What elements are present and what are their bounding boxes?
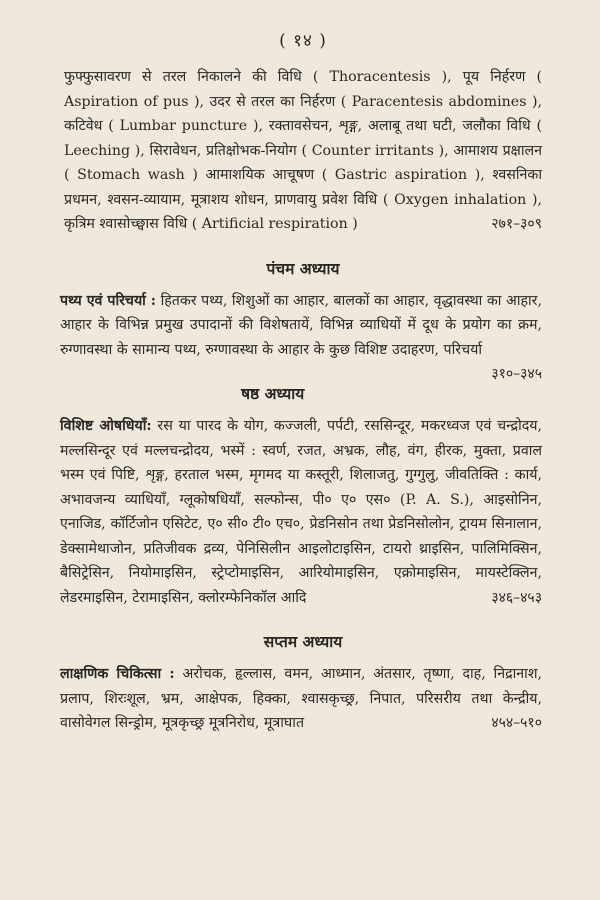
procedures-paragraph — [64, 65, 542, 237]
chapter-5-title: पंचम अध्याय — [266, 258, 340, 278]
chapter-5-entry — [60, 289, 542, 382]
chapter-5-lead: पथ्य एवं परिचर्या : — [60, 292, 157, 309]
chapter-5-range: ३१०–३४५ — [491, 366, 542, 382]
chapter-6-title: षष्ठ अध्याय — [241, 384, 305, 403]
chapter-6-entry — [60, 414, 542, 610]
chapter-5-text: हितकर पथ्य, शिशुओं का आहार, बालकों का आहार, वृद्धावस्था का आहार, आहार के विभिन्न प्रमुख उपादानों की विशेषतायें, विभिन्न व्याधियों में दूध के प्रयोग का क्रम, रुग्णावस्था के सामान्य पथ्य, रुग्णावस्था के आहार के कुछ विशिष्ट उदाहरण, परिचर्या — [60, 292, 542, 358]
chapter-7-title: सप्तम अध्याय — [263, 632, 343, 651]
chapter-6-range: ३४६–४५३ — [491, 589, 542, 606]
chapter-6-text: रस या पारद के योग, कज्जली, पर्पटी, रससिन्दूर, मकरध्वज एवं चन्द्रोदय, मल्लसिन्दूर एवं मल्लचन्द्रोदय, भस्में : स्वर्ण, रजत, अभ्रक, लौह, वंग, हीरक, मुक्ता, प्रवाल भस्म एवं पिष्टि, शृङ्ग, हरताल भस्म, मृगमद या कस्तूरी, शिलाजतु, गुग्गुलु, जीवतिक्ति : कार्य, अभावजन्य व्याधियाँ, ग्लूकोषधियाँ, सल्फोन्स, पी० ए० एस० (P. A. S.), आइसोनिन, एनाजिड, कॉर्टिजोन एसिटेट, ए० सी० टी० एच०, प्रेडनिसोन तथा प्रेडनिसोलोन, ट्रायम सिनालान, डेक्सामेथाजोन, प्रतिजीवक द्रव्य, पेनिसिलीन आइलोटाइसिन, टायरो थ्राइसिन, पालिमिक्सिन, बैसिट्रेसिन, नियोमाइसिन, स्ट्रेप्टोमाइसिन, आरियोमाइसिन, एक्रोमाइसिन, मायस्टेक्लिन, लेडरमाइसिन, टेरामाइसिन, क्लोरम्फेनिकॉल आदि — [60, 418, 543, 606]
chapter-6-lead: विशिष्ट ओषधियाँ: — [60, 418, 152, 434]
chapter-7-text: अरोचक, हृल्लास, वमन, आध्मान, अंतसार, तृष्णा, दाह, निद्रानाश, प्रलाप, शिरःशूल, भ्रम, आक्षेपक, हिक्का, श्वासकृच्छ्र, निपात, परिसरीय तथा केन्द्रीय, वासोवेगल सिन्ड्रोम, मूत्रकृच्छ्र मूत्रनिरोध, मूत्राघात — [60, 666, 542, 731]
page-range: २७१–३०९ — [491, 216, 542, 232]
chapter-7-lead: लाक्षणिक चिकित्सा : — [60, 666, 175, 682]
chapter-7-range: ४५४–५१० — [491, 715, 542, 731]
page-number: ( १४ ) — [279, 31, 327, 51]
procedures-text: फुफ्फुसावरण से तरल निकालने की विधि ( Thoracentesis ), पूय निर्हरण ( Aspiration of pus ), उदर से तरल का निर्हरण ( Paracentesis abdomines ), कटिवेध ( Lumbar puncture ), रक्तावसेचन, शृङ्ग, अलाबू तथा घटी, जलौका विधि ( Leeching ), सिरावेधन, प्रतिक्षोभक-नियोग ( Counter irritants ), आमाशय प्रक्षालन ( Stomach wash ) आमाशयिक आचूषण ( Gastric aspiration ), श्वसनिका प्रधमन, श्वसन-व्यायाम, मूत्राशय शोधन, प्राणवायु प्रवेश विधि ( Oxygen inhalation ), कृत्रिम श्वासोच्छ्वास विधि ( Artificial respiration ) — [64, 69, 542, 232]
chapter-7-entry — [60, 662, 542, 736]
